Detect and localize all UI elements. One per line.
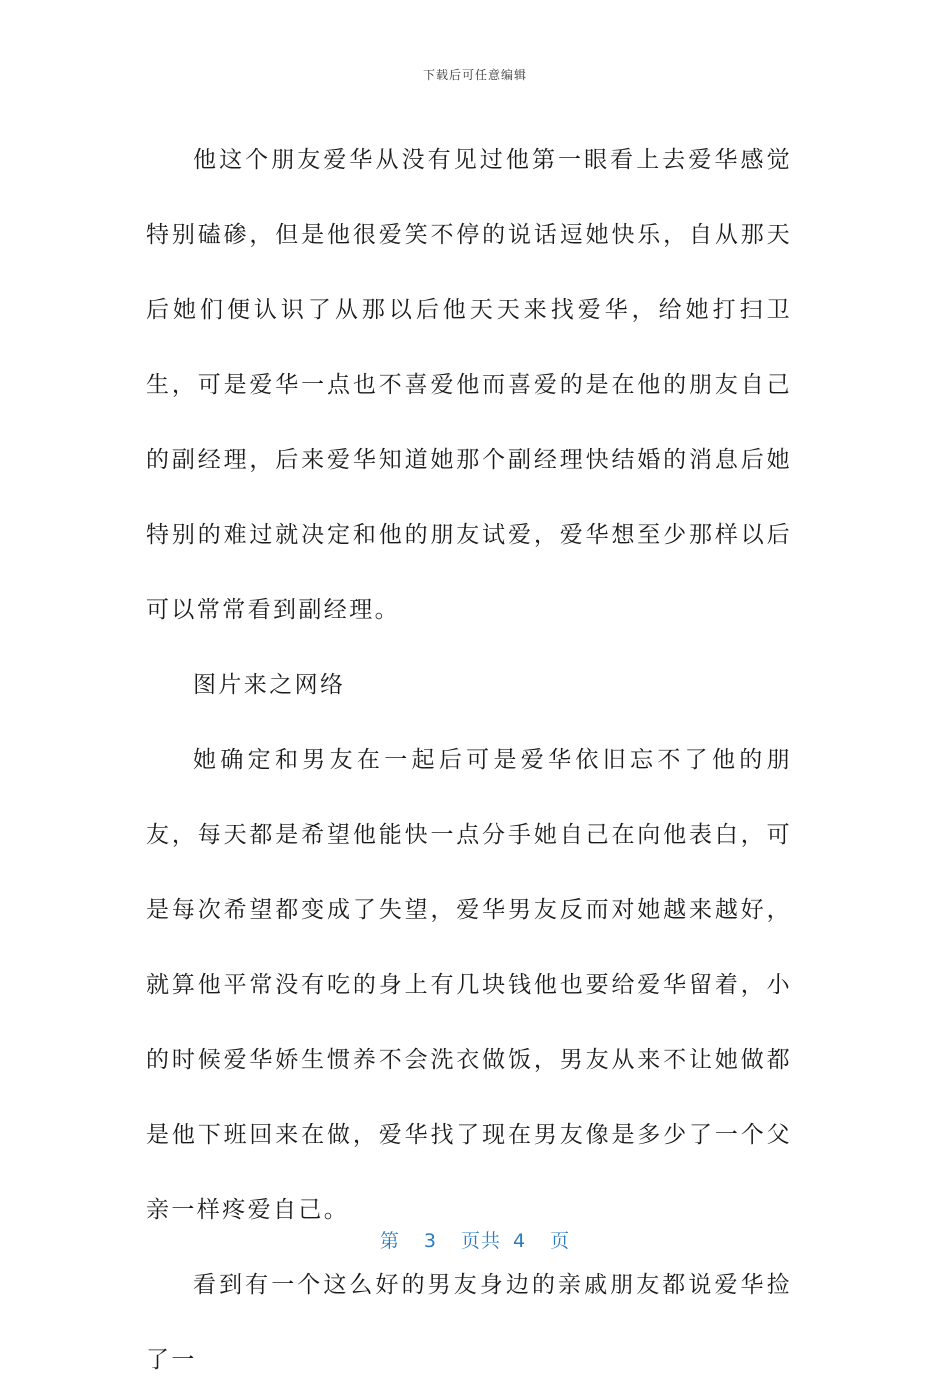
paragraph-2: 图片来之网络	[193, 672, 346, 698]
footer-total-pages: 4	[513, 1230, 527, 1252]
paragraph-1: 他这个朋友爱华从没有见过他第一眼看上去爱华感觉特别磕碜，但是他很爱笑不停的说话逗她快乐，自从那天后她们便认识了从那以后他天天来找爱华，给她打扫卫生，可是爱华一点也不喜爱他而喜爱的是在他的朋友自己的副经理，后来爱华知道她那个副经理快结婚的消息后她特别的难过就决定和他的朋友试爱，爱华想至少那样以后可以常常看到副经理。	[146, 147, 792, 623]
footer-prefix: 第	[379, 1230, 400, 1252]
footer-suffix: 页	[550, 1230, 571, 1252]
page-header: 下载后可任意编辑	[422, 68, 527, 82]
page-footer	[0, 1226, 950, 1253]
paragraph-4: 看到有一个这么好的男友身边的亲戚朋友都说爱华捡了一	[146, 1272, 792, 1373]
paragraph-3: 她确定和男友在一起后可是爱华依旧忘不了他的朋友，每天都是希望他能快一点分手她自己在向他表白，可是每次希望都变成了失望，爱华男友反而对她越来越好，就算他平常没有吃的身上有几块钱他也要给爱华留着，小的时候爱华娇生惯养不会洗衣做饭，男友从来不让她做都是他下班回来在做，爱华找了现在男友像是多少了一个父亲一样疼爱自己。	[146, 747, 792, 1223]
footer-current-page: 3	[423, 1230, 437, 1252]
document-body	[146, 123, 792, 1398]
footer-middle: 页共	[460, 1230, 501, 1252]
